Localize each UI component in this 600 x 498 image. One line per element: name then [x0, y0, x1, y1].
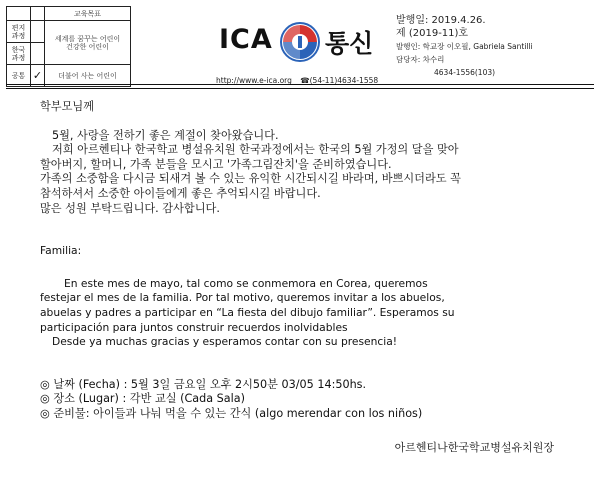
header-divider-2	[6, 88, 594, 89]
course-label-convent: 편지 과정	[7, 21, 31, 43]
website-link[interactable]: http://www.e-ica.org	[216, 76, 292, 85]
es-line-4: participación para juntos construir recuerdos inolvidables	[40, 320, 348, 334]
es-line-1: En este mes de mayo, tal como se conmemora en Corea, queremos	[64, 276, 428, 290]
goal-text-1: 세계를 꿈꾸는 어린이 건강한 어린이	[45, 21, 131, 65]
course-label-common: 공통	[7, 65, 31, 87]
logo-text-tongsin: 통신	[325, 29, 374, 58]
ica-logo	[211, 20, 381, 64]
course-check-blank	[31, 7, 45, 21]
letter-body	[40, 100, 560, 422]
es-greeting: Familia:	[40, 244, 82, 258]
detail-supplies: ◎ 준비물: 아이들과 나눠 먹을 수 있는 간식 (algo merendar con los niños)	[40, 406, 423, 420]
publication-info	[396, 14, 533, 79]
greeting: 학부모님께	[40, 100, 95, 113]
phone-number: ☎(54-11)4634-1558	[300, 76, 379, 85]
school-emblem-icon	[279, 21, 321, 63]
issue-number: 제 (2019-11)호	[396, 28, 469, 39]
ko-line-2: 저희 아르헨티나 한국학교 병설유치원 한국과정에서는 한국의 5월 가정의 달을 맞아	[52, 143, 459, 157]
ko-line-6: 많은 성원 부탁드립니다. 감사합니다.	[40, 201, 220, 215]
ko-line-4: 가족의 소중함을 다시금 되새겨 볼 수 있는 유익한 시간되시길 바라며, 바쁘시더라도 꼭	[40, 172, 461, 186]
logo-text-ica: ICA	[219, 24, 273, 55]
goal-heading: 교육목표	[45, 7, 131, 21]
goal-text-2: 더불어 사는 어린이	[45, 65, 131, 87]
manager: 담당자: 차수리	[396, 55, 445, 64]
ko-line-1: 5월, 사랑을 전하기 좋은 계절이 찾아왔습니다.	[52, 128, 279, 142]
es-line-3: abuelas y padres a participar en “La fiesta del dibujo familiar”. Esperamos su	[40, 305, 455, 319]
signature: 아르헨티나한국학교병설유치원장	[394, 441, 554, 454]
newsletter-header	[6, 6, 594, 88]
publication-date: 발행일: 2019.4.26.	[396, 15, 486, 26]
ko-line-5: 참석하셔서 소중한 아이들에게 좋은 추억되시길 바랍니다.	[40, 186, 321, 200]
detail-place: ◎ 장소 (Lugar) : 각반 교실 (Cada Sala)	[40, 392, 245, 406]
es-line-2: festejar el mes de la familia. Por tal motivo, queremos invitar a los abuelos,	[40, 291, 445, 305]
detail-date: ◎ 날짜 (Fecha) : 5월 3일 금요일 오후 2시50분 03/05 14:50hs.	[40, 377, 367, 391]
ko-line-3: 할아버지, 할머니, 가족 분들을 모시고 '가족그림잔치'을 준비하였습니다.	[40, 157, 392, 171]
manager-phone: 4634-1556(103)	[434, 68, 496, 77]
course-table	[6, 6, 131, 87]
course-check-common: ✓	[31, 65, 45, 87]
es-line-5: Desde ya muchas gracias y esperamos contar con su presencia!	[52, 335, 398, 349]
course-check-convent	[31, 21, 45, 43]
course-label-blank	[7, 7, 31, 21]
publisher: 발행인: 학교장 이오필, Gabriela Santilli	[396, 42, 533, 51]
course-check-korean	[31, 43, 45, 65]
course-label-korean: 한국 과정	[7, 43, 31, 65]
header-divider	[6, 84, 594, 85]
